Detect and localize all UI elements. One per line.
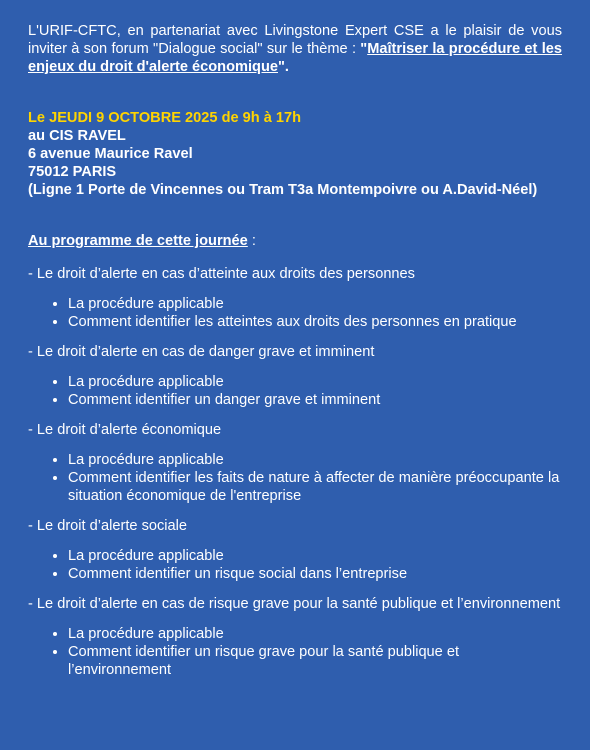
list-item: • La procédure applicable <box>68 295 562 313</box>
section-title: - Le droit d’alerte en cas d’atteinte aux droits des personnes <box>28 266 415 282</box>
event-street: 6 avenue Maurice Ravel <box>28 146 193 162</box>
event-details <box>28 109 562 199</box>
email-body <box>28 22 562 691</box>
section-items <box>28 451 562 505</box>
list-item: • Comment identifier un risque grave pour la santé publique et l’environnement <box>68 643 562 679</box>
list-item: • Comment identifier les faits de nature à affecter de manière préoccupante la situation économique de l'entreprise <box>68 469 562 505</box>
section-title: - Le droit d’alerte en cas de danger grave et imminent <box>28 344 375 360</box>
intro-text: L'URIF-CFTC, en partenariat avec Livingstone Expert CSE a le plaisir de vous inviter à son forum "Dialogue social" sur le thème : <box>28 23 562 57</box>
list-item: • La procédure applicable <box>68 373 562 391</box>
program-heading <box>28 232 562 250</box>
list-item: • La procédure applicable <box>68 451 562 469</box>
theme-link: Maîtriser la procédure et les enjeux du droit d'alerte économique <box>28 41 562 75</box>
theme-close: ". <box>277 59 289 75</box>
list-item: • La procédure applicable <box>68 547 562 565</box>
event-city: 75012 PARIS <box>28 164 117 180</box>
section-items <box>28 295 562 331</box>
list-item: • Comment identifier un danger grave et imminent <box>68 391 562 409</box>
program-section <box>28 265 562 331</box>
intro-paragraph <box>28 22 562 76</box>
section-title: - Le droit d’alerte sociale <box>28 518 187 534</box>
event-transport: (Ligne 1 Porte de Vincennes ou Tram T3a Montempoivre ou A.David-Néel) <box>28 182 538 198</box>
event-date: Le JEUDI 9 OCTOBRE 2025 de 9h à 17h <box>28 110 302 126</box>
program-section <box>28 343 562 409</box>
list-item: • Comment identifier un risque social dans l’entreprise <box>68 565 562 583</box>
list-item: • Comment identifier les atteintes aux droits des personnes en pratique <box>68 313 562 331</box>
theme-open-quote: " <box>360 41 368 57</box>
event-venue: au CIS RAVEL <box>28 128 126 144</box>
section-items <box>28 373 562 409</box>
program-section <box>28 421 562 505</box>
program-list <box>28 265 562 679</box>
program-title: Au programme de cette journée <box>28 233 248 249</box>
section-items <box>28 625 562 679</box>
program-title-suffix: : <box>247 233 256 249</box>
program-section <box>28 517 562 583</box>
section-title: - Le droit d’alerte en cas de risque grave pour la santé publique et l’environnement <box>28 596 561 612</box>
section-title: - Le droit d’alerte économique <box>28 422 222 438</box>
program-section <box>28 595 562 679</box>
section-items <box>28 547 562 583</box>
list-item: • La procédure applicable <box>68 625 562 643</box>
